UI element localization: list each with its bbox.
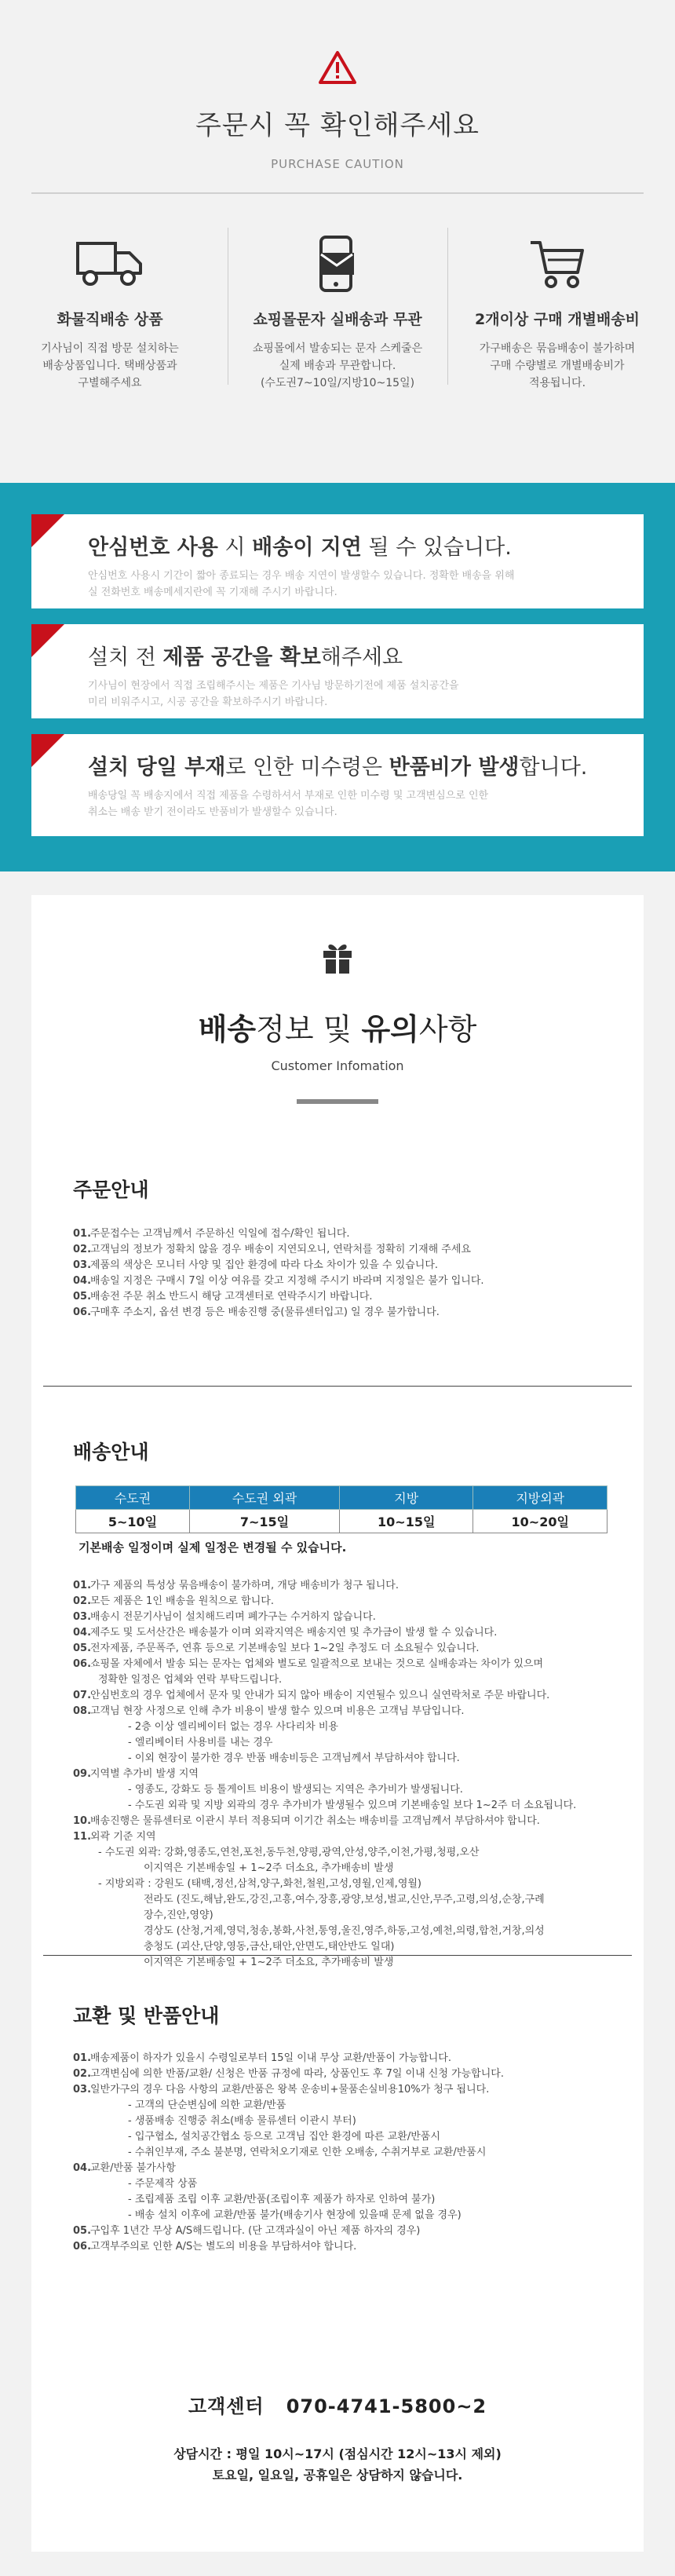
- customer-center: 고객센터 070-4741-5800~2: [188, 2395, 487, 2417]
- list-item: [73, 2082, 607, 2098]
- item-text: 고객부주의로 인한 A/S는 별도의 비용을 부담하셔야 합니다.: [90, 2241, 357, 2253]
- notice-card-1: [31, 514, 644, 608]
- item-number: 03.: [73, 1259, 92, 1271]
- list-item: [73, 1704, 607, 1719]
- caution-column-1: [8, 236, 212, 392]
- item-number: 01.: [73, 2052, 92, 2064]
- table-header: 수도권: [76, 1486, 190, 1510]
- item-text: 배송전 주문 취소 반드시 해당 고객센터로 연락주시기 바랍니다.: [90, 1291, 373, 1303]
- list-item: [73, 1625, 607, 1641]
- notice-desc: 기사님이 현장에서 직접 조립해주시는 제품은 기사님 방문하기전에 제품 설치공간을 미리 비워주시고, 시공 공간을 확보하주시기 바랍니다.: [88, 680, 459, 708]
- list-item: - 배송 설치 이후에 교환/반품 불가(배송기사 현장에 있을때 문제 없을 경우): [128, 2209, 462, 2221]
- table-header: 지방: [339, 1486, 472, 1510]
- table-cell: 10~15일: [339, 1510, 472, 1533]
- table-cell: 5~10일: [76, 1510, 190, 1533]
- item-text: 제품의 색상은 모니터 사양 및 집안 환경에 따라 다소 차이가 있을 수 있습니다.: [90, 1259, 439, 1271]
- item-text: 전자제품, 주문폭주, 연휴 등으로 기본배송일 보다 1~2일 추정도 더 소요될수 있습니다.: [90, 1642, 480, 1654]
- item-text: 고객님 현장 사정으로 인해 추가 비용이 발생 할수 있으며 비용은 고객님 부담입니다.: [90, 1705, 465, 1717]
- table-cell: 10~20일: [473, 1510, 608, 1533]
- list-item: [73, 1829, 607, 1845]
- corner-flag: [31, 734, 64, 767]
- item-number: 02.: [73, 1244, 92, 1255]
- table-header-row: [76, 1486, 608, 1510]
- item-number: 01.: [73, 1580, 92, 1591]
- list-item: [73, 1242, 607, 1258]
- notice-title: 설치 당일 부재로 인한 미수령은 반품비가 발생합니다.: [88, 755, 588, 780]
- info-title: 배송정보 및 유의사항: [198, 1012, 477, 1047]
- item-text: 쇼핑몰 자체에서 발송 되는 문자는 업체와 별도로 일괄적으로 보내는 것으로 실배송과는 차이가 있으며: [90, 1658, 544, 1670]
- notice-title: 설치 전 제품 공간을 확보해주세요: [88, 645, 403, 670]
- caution-title: 주문시 꼭 확인해주세요: [195, 110, 480, 141]
- list-item: - 엘리베이터 사용비를 내는 경우: [128, 1737, 273, 1748]
- item-number: 05.: [73, 1291, 92, 1303]
- notice-desc: 배송당일 꼭 배송지에서 직접 제품을 수령하셔서 부재로 인한 미수령 및 고객변심으로 인한 취소는 배송 받기 전이라도 반품비가 발생할수 있습니다.: [88, 790, 489, 818]
- item-text: 제주도 및 도서산간은 배송불가 이며 외곽지역은 배송지연 및 추가금이 발생 할 수 있습니다.: [90, 1627, 498, 1639]
- list-item: 장수,진안,영양): [144, 1909, 213, 1921]
- contact-hours: 상담시간 : 평일 10시~17시 (점심시간 12시~13시 제외) 토요일, 일요일, 공휴일은 상담하지 않습니다.: [173, 2446, 502, 2483]
- list-item: - 2층 이상 엘리베이터 없는 경우 사다리차 비용: [128, 1721, 338, 1733]
- item-number: 03.: [73, 1611, 92, 1623]
- item-number: 11.: [73, 1831, 92, 1843]
- list-item: [73, 2239, 607, 2255]
- column-title: 2개이상 구매 개별배송비: [475, 311, 640, 328]
- notice-card-3: [31, 734, 644, 836]
- list-item: - 지방외곽 : 강원도 (태백,정선,삼척,양구,화천,철원,고성,영월,인제,영월): [98, 1878, 422, 1890]
- notice-title: 안심번호 사용 시 배송이 지연 될 수 있습니다.: [88, 535, 512, 560]
- phone-number: 070-4741-5800~2: [286, 2395, 487, 2417]
- item-text: 가구 제품의 특성상 묶음배송이 불가하며, 개당 배송비가 청구 됩니다.: [90, 1580, 399, 1591]
- item-text: 주문접수는 고객님께서 주문하신 익일에 접수/확인 됩니다.: [90, 1228, 350, 1240]
- shipping-list: [73, 1578, 607, 1971]
- caution-column-3: [455, 236, 659, 392]
- column-desc: 기사님이 직접 방문 설치하는 배송상품입니다. 택배상품과 구별해주세요: [41, 342, 179, 389]
- item-number: 01.: [73, 1228, 92, 1240]
- list-item: - 수취인부재, 주소 불분명, 연락처오기재로 인한 오배송, 수취거부로 교환/반품시: [128, 2147, 487, 2158]
- return-heading: 교환 및 반품안내: [73, 2004, 220, 2027]
- divider: [43, 1955, 632, 1956]
- divider: [31, 192, 644, 194]
- item-number: 05.: [73, 2225, 92, 2237]
- list-item: [73, 1289, 607, 1305]
- gift-icon: [322, 941, 353, 975]
- order-list: [73, 1226, 607, 1321]
- list-item: 경상도 (산청,거제,영덕,청송,봉화,사천,통영,울진,영주,하동,고성,예천,의령,합천,거창,의성: [144, 1925, 545, 1937]
- item-number: 04.: [73, 1275, 92, 1287]
- list-item: [73, 1305, 607, 1321]
- corner-flag: [31, 624, 64, 657]
- table-row: [76, 1510, 608, 1533]
- list-item: 전라도 (진도,해남,완도,강진,고흥,여수,장흥,광양,보성,벌교,신안,무주,고령,의성,순창,구례: [144, 1894, 545, 1906]
- table-cell: 7~15일: [189, 1510, 339, 1533]
- list-item: - 생품배송 진행중 취소(배송 물류센터 이관시 부터): [128, 2115, 356, 2127]
- cart-icon: [529, 238, 586, 290]
- list-item: [73, 2051, 607, 2066]
- list-item: [73, 1226, 607, 1242]
- list-item: - 이외 현장이 불가한 경우 반품 배송비등은 고객님께서 부담하셔야 합니다.: [128, 1752, 460, 1764]
- list-item: [73, 1594, 607, 1610]
- list-item: [73, 1610, 607, 1625]
- list-item: [73, 2223, 607, 2239]
- item-number: 04.: [73, 2162, 92, 2174]
- order-heading: 주문안내: [73, 1178, 149, 1201]
- column-title: 쇼핑몰문자 실배송과 무관: [253, 311, 422, 328]
- caution-column-2: [235, 236, 440, 392]
- shipping-table: [75, 1485, 608, 1533]
- info-subtitle: Customer Infomation: [271, 1058, 404, 1073]
- list-item: [73, 1578, 607, 1594]
- item-number: 03.: [73, 2084, 92, 2096]
- notice-card-2: [31, 624, 644, 718]
- list-item: [73, 1258, 607, 1273]
- list-item: 충청도 (괴산,단양,영동,금산,태안,안면도,태안반도 일대): [144, 1941, 395, 1953]
- item-number: 09.: [73, 1768, 92, 1780]
- item-number: 02.: [73, 1595, 92, 1607]
- shipping-heading: 배송안내: [73, 1441, 149, 1463]
- item-number: 05.: [73, 1642, 92, 1654]
- list-item: 이지역은 기본배송일 + 1~2주 더소요, 추가배송비 발생: [144, 1957, 394, 1968]
- return-list: [73, 2051, 607, 2255]
- item-number: 10.: [73, 1815, 92, 1827]
- list-item: - 입구협소, 설치공간협소 등으로 고객님 집안 환경에 따른 교환/반품시: [128, 2131, 440, 2143]
- item-text: 일반가구의 경우 다음 사항의 교환/반품은 왕복 운송비+물품손실비용10%가 청구 됩니다.: [90, 2084, 490, 2096]
- table-header: 수도권 외곽: [189, 1486, 339, 1510]
- corner-flag: [31, 514, 64, 547]
- list-item: - 조립제품 조립 이후 교환/반품(조립이후 제품가 하자로 인하여 불가): [128, 2194, 436, 2205]
- item-number: 04.: [73, 1627, 92, 1639]
- list-item: [73, 2066, 607, 2082]
- item-number: 07.: [73, 1690, 92, 1701]
- list-item: [73, 1767, 607, 1782]
- item-text: 교환/반품 불가사항: [90, 2162, 176, 2174]
- column-desc: 쇼핑몰에서 발송되는 문자 스케줄은 실제 배송과 무관합니다. (수도권7~10일/지방10~15일): [252, 342, 423, 389]
- list-item: - 주문제작 상품: [128, 2178, 198, 2190]
- divider: [297, 1099, 378, 1104]
- divider: [43, 1386, 632, 1387]
- list-item: [73, 1273, 607, 1289]
- item-number: 02.: [73, 2068, 92, 2080]
- table-header: 지방외곽: [473, 1486, 608, 1510]
- column-desc: 가구배송은 묶음배송이 불가하며 구매 수량별로 개별배송비가 적용됩니다.: [479, 342, 636, 389]
- list-item: [73, 1657, 607, 1672]
- item-number: 06.: [73, 1658, 92, 1670]
- column-title: 화물직배송 상품: [57, 311, 163, 328]
- item-text: 모든 제품은 1인 배송을 원칙으로 합니다.: [90, 1595, 274, 1607]
- shipping-note: 기본배송 일정이며 실제 일정은 변경될 수 있습니다.: [78, 1540, 347, 1555]
- item-text: 배송시 전문기사님이 설치해드리며 폐가구는 수거하지 않습니다.: [90, 1611, 376, 1623]
- list-item: - 고객의 단순변심에 의한 교환/반품: [128, 2099, 286, 2111]
- item-number: 06.: [73, 1306, 92, 1318]
- list-item: - 수도권 외곽 및 지방 외곽의 경우 추가비가 발생될수 있으며 기본배송일 보다 1~2주 더 소요됩니다.: [128, 1800, 577, 1811]
- item-text: 지역별 추가비 발생 지역: [90, 1768, 199, 1780]
- caution-subtitle: PURCHASE CAUTION: [271, 157, 404, 171]
- column-divider: [447, 228, 448, 385]
- list-item: [73, 1641, 607, 1657]
- list-item: [73, 1814, 607, 1829]
- item-text: 고객변심에 의한 반품/교환/ 신청은 반품 규정에 따라, 상품인도 후 7일 이내 신청 가능합니다.: [90, 2068, 504, 2080]
- item-number: 06.: [73, 2241, 92, 2253]
- item-text: 외곽 기준 지역: [90, 1831, 156, 1843]
- item-text: 구입후 1년간 무상 A/S해드립니다. (단 고객과실이 아닌 제품 하자의 경우): [90, 2225, 421, 2237]
- item-text: 배송진행은 물류센터로 이관시 부터 적용되며 이기간 취소는 배송비를 고객님께서 부담하셔야 합니다.: [90, 1815, 540, 1827]
- item-text: 안심번호의 경우 업체에서 문자 및 안내가 되지 않아 배송이 지연될수 있으니 실연락처로 주문 바랍니다.: [90, 1690, 550, 1701]
- list-item: 이지역은 기본배송일 + 1~2주 더소요, 추가배송비 발생: [144, 1862, 394, 1874]
- list-item: 정확한 일정은 업체와 연락 부탁드립니다.: [98, 1674, 283, 1686]
- notice-desc: 안심번호 사용시 기간이 짧아 종료되는 경우 배송 지연이 발생할수 있습니다. 정확한 배송을 위해 실 전화번호 배송메세지란에 꼭 기재해 주시기 바랍니다.: [88, 570, 515, 598]
- list-item: [73, 2161, 607, 2176]
- list-item: - 영종도, 강화도 등 톨게이트 비용이 발생되는 지역은 추가비가 발생됩니다.: [128, 1784, 463, 1796]
- list-item: [73, 1688, 607, 1704]
- warning-icon: [318, 50, 357, 85]
- list-item: - 수도권 외곽: 강화,영종도,연천,포천,동두천,양평,광역,안성,양주,이천,가평,청평,오산: [98, 1847, 480, 1858]
- item-text: 배송일 지정은 구매시 7일 이상 여유를 갖고 지정해 주시기 바라며 지정일은 불가 입니다.: [90, 1275, 484, 1287]
- item-number: 08.: [73, 1705, 92, 1717]
- item-text: 구매후 주소지, 옵션 변경 등은 배송진행 중(물류센터입고) 일 경우 불가합니다.: [90, 1306, 440, 1318]
- item-text: 배송제품이 하자가 있을시 수령일로부터 15일 이내 무상 교환/반품이 가능합니다.: [90, 2052, 451, 2064]
- phone-message-icon: [318, 236, 357, 292]
- item-text: 고객님의 정보가 정확치 않을 경우 배송이 지연되오니, 연락처를 정확히 기재해 주세요: [90, 1244, 471, 1255]
- truck-icon: [76, 240, 144, 287]
